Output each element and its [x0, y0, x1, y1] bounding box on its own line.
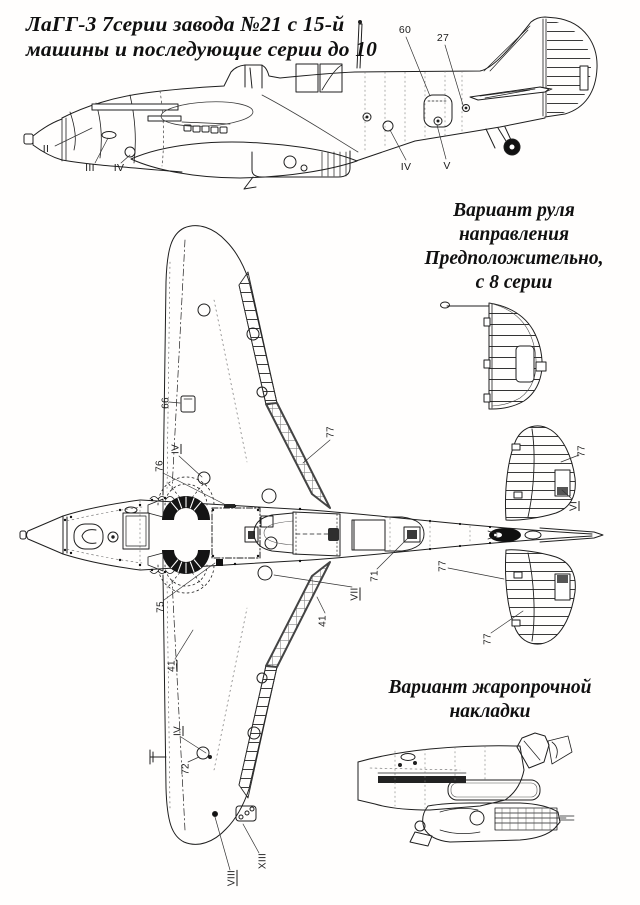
callout-41: 41	[166, 660, 178, 672]
callout-77: 77	[482, 633, 494, 645]
callout-IV: IV	[400, 161, 412, 173]
callout-IV: IV	[170, 443, 182, 455]
callout-41: 41	[317, 615, 329, 627]
callout-IV: IV	[113, 162, 125, 174]
callout-27: 27	[436, 32, 450, 44]
callout-VII: VII	[349, 587, 361, 601]
callout-72: 72	[180, 763, 192, 775]
rudder-note-line2: направления	[458, 224, 569, 245]
callout-IV: IV	[172, 725, 184, 737]
callout-60: 60	[398, 24, 412, 36]
callout-V: V	[443, 160, 451, 172]
callout-XIII: XIII	[257, 852, 269, 870]
callout-VIII: VIII	[226, 869, 238, 887]
callout-III: III	[85, 162, 95, 174]
heat-note-line2: накладки	[449, 701, 531, 722]
callout-77: 77	[576, 445, 588, 457]
heat-note-line1: Вариант жаропрочной	[388, 677, 592, 698]
callout-75: 75	[155, 601, 167, 613]
callout-77: 77	[325, 426, 337, 438]
rudder-note-line3: Предположительно,	[424, 248, 604, 269]
rudder-note-line4: с 8 серии	[475, 272, 553, 293]
callout-II: II	[42, 143, 50, 155]
page-title-line2: машины и последующие серии до 10	[26, 37, 378, 61]
callout-71: 71	[369, 570, 381, 582]
callout-77: 77	[437, 560, 449, 572]
callout-76: 76	[154, 460, 166, 472]
callout-66: 66	[160, 397, 172, 409]
page-title-line1: ЛаГГ-3 7серии завода №21 с 15-й	[26, 12, 345, 36]
callout-VI: VI	[568, 500, 580, 512]
rudder-note-line1: Вариант руля	[453, 200, 575, 221]
